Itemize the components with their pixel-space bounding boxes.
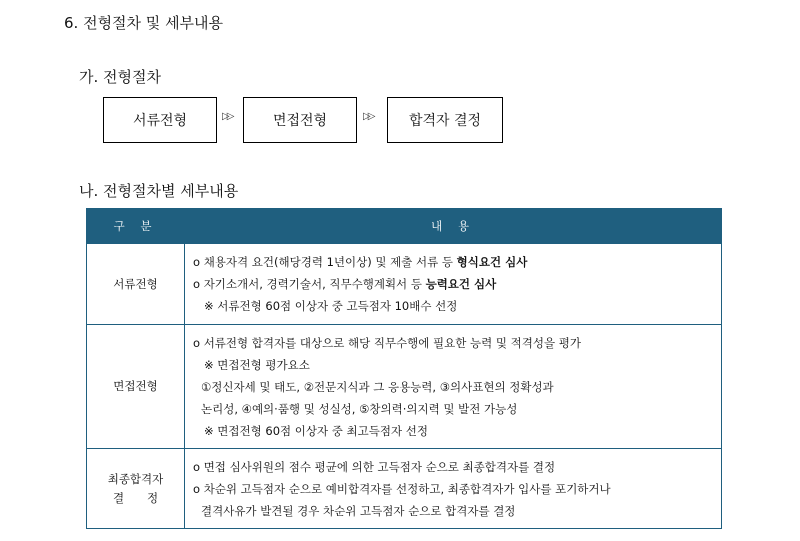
header-category: 구 분 <box>87 209 185 244</box>
content-note: ※ 면접전형 60점 이상자 중 최고득점자 선정 <box>204 423 428 438</box>
subsection-title-details: 나. 전형절차별 세부내용 <box>79 182 239 200</box>
content-note: ※ 서류전형 60점 이상자 중 고득점자 10배수 선정 <box>204 299 458 313</box>
row-content <box>185 449 722 529</box>
content-line: 논리성, ④예의·품행 및 성실성, ⑤창의력·의지력 및 발전 가능성 <box>201 401 518 416</box>
section-title: 6. 전형절차 및 세부내용 <box>64 14 224 32</box>
table-row <box>87 244 722 325</box>
row-content <box>185 244 722 325</box>
content-line: 결격사유가 발견될 경우 차순위 고득점자 순으로 합격자를 결정 <box>201 503 516 518</box>
content-note: ※ 면접전형 평가요소 <box>204 357 310 372</box>
row-content <box>185 325 722 449</box>
step-final-decision: 합격자 결정 <box>387 97 503 143</box>
content-line: o 채용자격 요건(해당경력 1년이상) 및 제출 서류 등 형식요건 심사 <box>193 255 528 269</box>
table-header-row <box>87 209 722 244</box>
table-row <box>87 449 722 529</box>
table-row <box>87 325 722 449</box>
row-category: 최종합격자 결 정 <box>87 449 185 529</box>
arrow-icon: ▷▷ <box>363 111 373 122</box>
header-content: 내 용 <box>185 209 722 244</box>
content-line: o 서류전형 합격자를 대상으로 해당 직무수행에 필요한 능력 및 적격성을 평가 <box>193 335 581 350</box>
content-line: o 자기소개서, 경력기술서, 직무수행계획서 등 능력요건 심사 <box>193 277 497 291</box>
step-interview: 면접전형 <box>243 97 357 143</box>
row-category: 면접전형 <box>87 325 185 449</box>
details-table <box>86 208 722 529</box>
row-category: 서류전형 <box>87 244 185 325</box>
content-line: o 차순위 고득점자 순으로 예비합격자를 선정하고, 최종합격자가 입사를 포기하거나 <box>193 481 611 496</box>
content-line: o 면접 심사위원의 점수 평균에 의한 고득점자 순으로 최종합격자를 결정 <box>193 459 556 474</box>
subsection-title-procedure: 가. 전형절차 <box>79 68 161 86</box>
step-document-screening: 서류전형 <box>103 97 217 143</box>
arrow-icon: ▷▷ <box>222 111 232 122</box>
content-line: ①정신자세 및 태도, ②전문지식과 그 응용능력, ③의사표현의 정확성과 <box>201 379 554 394</box>
